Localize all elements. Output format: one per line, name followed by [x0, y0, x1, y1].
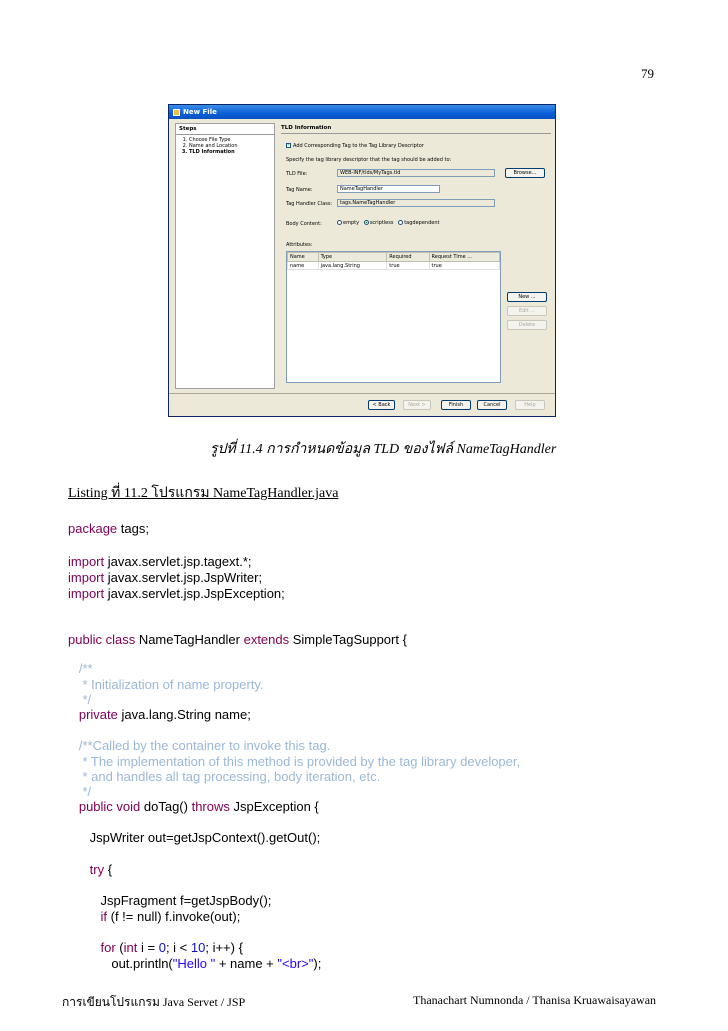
code-text: java.lang.String name;: [117, 707, 251, 722]
help-button[interactable]: Help: [515, 400, 545, 410]
step-item: 1. Choose File Type: [189, 137, 274, 143]
code-text: javax.servlet.jsp.tagext.*;: [104, 554, 252, 569]
tld-file-field[interactable]: WEB-INF/tlds/MyTags.tld: [337, 169, 495, 177]
specify-text: Specify the tag library descriptor that the tag should be added to:: [286, 157, 452, 163]
dialog-titlebar: [169, 105, 555, 119]
code-line: [68, 909, 240, 925]
steps-header: Steps: [176, 124, 274, 135]
code-text: JspException {: [229, 799, 319, 814]
body-content-options: [337, 220, 439, 226]
tld-information-panel: [281, 123, 551, 389]
code-text: + name +: [215, 956, 278, 971]
column-header[interactable]: Type: [318, 253, 387, 262]
browse-button[interactable]: Browse...: [505, 168, 545, 178]
code-line: [68, 799, 319, 815]
column-header[interactable]: Request Time ...: [429, 253, 499, 262]
code-string: "<br>": [277, 956, 314, 971]
table-cell: java.lang.String: [318, 262, 387, 270]
code-text: i =: [137, 940, 159, 955]
code-comment: * The implementation of this method is provided by the tag library developer,: [68, 754, 521, 769]
step-item: 2. Name and Location: [189, 143, 274, 149]
listing-title: Listing ที่ 11.2 โปรแกรม NameTagHandler.java: [68, 486, 339, 501]
code-comment: * Initialization of name property.: [68, 677, 264, 692]
page-number: 79: [641, 66, 654, 81]
code-comment: /**Called by the container to invoke this tag.: [68, 738, 331, 753]
code-text: (f != null) f.invoke(out);: [107, 909, 241, 924]
code-line: [68, 707, 251, 723]
radio-empty-label: empty: [343, 220, 360, 226]
code-text: (: [115, 940, 124, 955]
code-text: tags;: [117, 521, 149, 536]
code-comment: */: [68, 784, 92, 799]
radio-empty-icon[interactable]: [337, 220, 342, 225]
figure-caption: รูปที่ 11.4 การกำหนดข้อมูล TLD ของไฟล์ NameTagHandler: [210, 442, 557, 457]
code-keyword: if: [68, 909, 108, 924]
code-text: out.println(: [68, 956, 173, 971]
window-icon: [173, 109, 180, 116]
code-text: javax.servlet.jsp.JspWriter;: [104, 570, 263, 585]
code-comment: /**: [68, 661, 93, 676]
new-attribute-button[interactable]: New ...: [507, 292, 547, 302]
table-cell: true: [429, 262, 499, 270]
code-text: doTag(): [140, 799, 192, 814]
code-keyword: import: [68, 570, 105, 585]
code-text: {: [104, 862, 113, 877]
attributes-label: Attributes:: [286, 242, 313, 248]
tag-handler-label: Tag Handler Class:: [286, 201, 333, 207]
add-tag-checkbox-label: Add Corresponding Tag to the Tag Library Descriptor: [293, 143, 424, 149]
code-line: [68, 632, 407, 648]
panel-header: TLD Information: [281, 123, 551, 134]
code-keyword: throws: [191, 799, 230, 814]
code-line: [68, 862, 112, 878]
tld-file-label: TLD File:: [286, 171, 308, 177]
code-line: [68, 940, 243, 956]
code-line: [68, 586, 285, 602]
radio-scriptless-icon[interactable]: [364, 220, 369, 225]
dialog-separator: [169, 393, 555, 394]
code-text: ; i++) {: [205, 940, 243, 955]
table-cell: true: [387, 262, 429, 270]
code-line: [68, 956, 321, 972]
code-number: 0: [158, 940, 166, 955]
back-button[interactable]: < Back: [368, 400, 395, 410]
dialog-title: New File: [183, 108, 217, 116]
delete-attribute-button[interactable]: Delete: [507, 320, 547, 330]
radio-tagdependent-label: tagdependent: [404, 220, 440, 226]
column-header[interactable]: Name: [288, 253, 319, 262]
code-text: SimpleTagSupport {: [289, 632, 407, 647]
code-line: JspFragment f=getJspBody();: [68, 893, 272, 908]
code-number: 10: [190, 940, 206, 955]
tag-name-label: Tag Name:: [286, 187, 313, 193]
code-string: "Hello ": [172, 956, 216, 971]
code-keyword: import: [68, 554, 105, 569]
code-keyword: public void: [68, 799, 141, 814]
code-line: [68, 521, 149, 537]
footer-right: Thanachart Numnonda / Thanisa Kruawaisayawan: [413, 993, 657, 1007]
code-text: );: [313, 956, 322, 971]
code-comment: * and handles all tag processing, body iteration, etc.: [68, 769, 381, 784]
code-line: [68, 554, 252, 570]
table-cell: name: [288, 262, 319, 270]
code-keyword: package: [68, 521, 118, 536]
cancel-button[interactable]: Cancel: [477, 400, 507, 410]
tag-name-field[interactable]: NameTagHandler: [337, 185, 440, 193]
table-row[interactable]: [288, 262, 500, 270]
code-keyword: for: [68, 940, 116, 955]
steps-panel: [175, 123, 275, 389]
code-keyword: int: [123, 940, 138, 955]
footer-left: การเขียนโปรแกรม Java Servet / JSP: [62, 995, 246, 1009]
finish-button[interactable]: Finish: [441, 400, 471, 410]
code-line: [68, 570, 262, 586]
attributes-table: [286, 251, 501, 383]
edit-attribute-button[interactable]: Edit ...: [507, 306, 547, 316]
code-keyword: public class: [68, 632, 136, 647]
column-header[interactable]: Required: [387, 253, 429, 262]
code-keyword: extends: [243, 632, 290, 647]
code-keyword: import: [68, 586, 105, 601]
code-text: NameTagHandler: [135, 632, 244, 647]
step-item-current: 3. TLD Information: [189, 149, 274, 155]
radio-scriptless-label: scriptless: [369, 220, 394, 226]
new-file-dialog: [168, 104, 556, 417]
next-button[interactable]: Next >: [403, 400, 431, 410]
code-keyword: private: [68, 707, 118, 722]
radio-tagdependent-icon[interactable]: [398, 220, 403, 225]
add-tag-checkbox-row[interactable]: [286, 143, 424, 149]
code-text: javax.servlet.jsp.JspException;: [104, 586, 285, 601]
code-line: JspWriter out=getJspContext().getOut();: [68, 830, 321, 845]
tag-handler-field[interactable]: tags.NameTagHandler: [337, 199, 495, 207]
checkbox-checked-icon[interactable]: ✓: [287, 142, 292, 148]
body-content-label: Body Content:: [286, 221, 322, 227]
code-keyword: try: [68, 862, 105, 877]
code-text: ; i <: [165, 940, 191, 955]
code-comment: */: [68, 692, 92, 707]
